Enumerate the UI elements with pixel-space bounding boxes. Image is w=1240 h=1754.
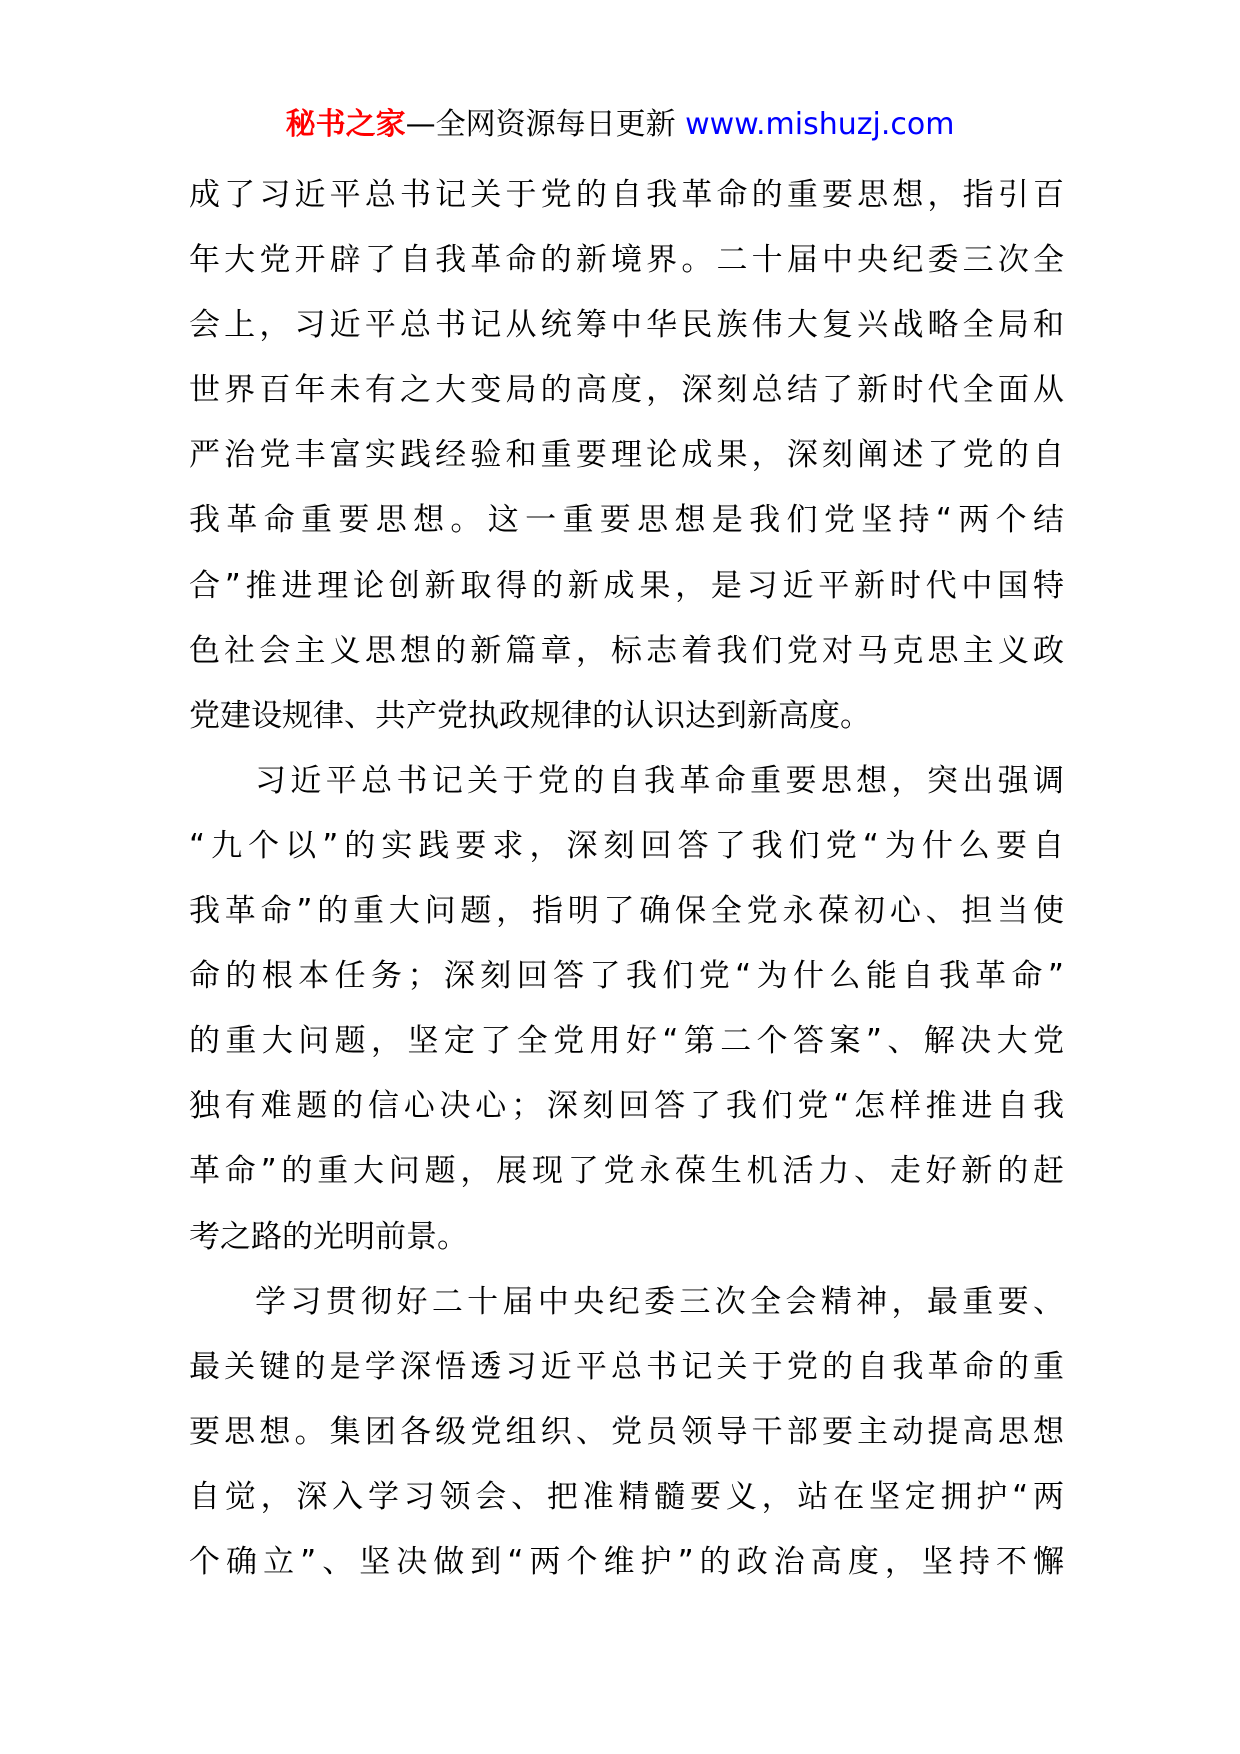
text-line: 合”推进理论创新取得的新成果，是习近平新时代中国特 [189,567,1064,604]
header-brand: 秘书之家 [285,107,406,142]
text-line: 世界百年未有之大变局的高度，深刻总结了新时代全面从 [189,372,1064,409]
text-line: 年大党开辟了自我革命的新境界。二十届中央纪委三次全 [189,242,1064,279]
text-line: 最关键的是学深悟透习近平总书记关于党的自我革命的重 [189,1348,1064,1385]
text-line: 习近平总书记关于党的自我革命重要思想，突出强调 [255,762,1064,799]
text-line: 命的根本任务；深刻回答了我们党“为什么能自我革命” [189,958,1064,995]
text-line: 成了习近平总书记关于党的自我革命的重要思想，指引百 [189,177,1064,213]
text-line: 个确立”、坚决做到“两个维护”的政治高度，坚持不懈 [189,1543,1064,1580]
text-line: 革命”的重大问题，展现了党永葆生机活力、走好新的赶 [189,1153,1064,1190]
text-line: 严治党丰富实践经验和重要理论成果，深刻阐述了党的自 [189,437,1064,474]
text-line: “九个以”的实践要求，深刻回答了我们党“为什么要自 [189,827,1064,864]
paragraph [189,1270,1064,1595]
text-line: 自觉，深入学习领会、把准精髓要义，站在坚定拥护“两 [189,1478,1064,1515]
text-line: 要思想。集团各级党组织、党员领导干部要主动提高思想 [189,1413,1064,1450]
header-url-link[interactable]: www.mishuzj.com [685,107,955,142]
text-line: 我革命重要思想。这一重要思想是我们党坚持“两个结 [189,502,1064,539]
paragraph [189,749,1064,1270]
text-line: 会上，习近平总书记从统筹中华民族伟大复兴战略全局和 [189,307,1064,344]
paragraph [189,163,1064,749]
text-line: 学习贯彻好二十届中央纪委三次全会精神，最重要、 [255,1283,1064,1320]
text-line: 党建设规律、共产党执政规律的认识达到新高度。 [189,697,871,734]
text-line: 的重大问题，坚定了全党用好“第二个答案”、解决大党 [189,1023,1064,1060]
text-line: 色社会主义思想的新篇章，标志着我们党对马克思主义政 [189,632,1064,669]
text-line: 考之路的光明前景。 [189,1218,468,1255]
text-line: 我革命”的重大问题，指明了确保全党永葆初心、担当使 [189,893,1064,930]
text-line: 独有难题的信心决心；深刻回答了我们党“怎样推进自我 [189,1088,1064,1125]
header-tagline: —全网资源每日更新 [405,107,686,142]
document-body [189,163,1064,1595]
page-header [0,100,1240,150]
